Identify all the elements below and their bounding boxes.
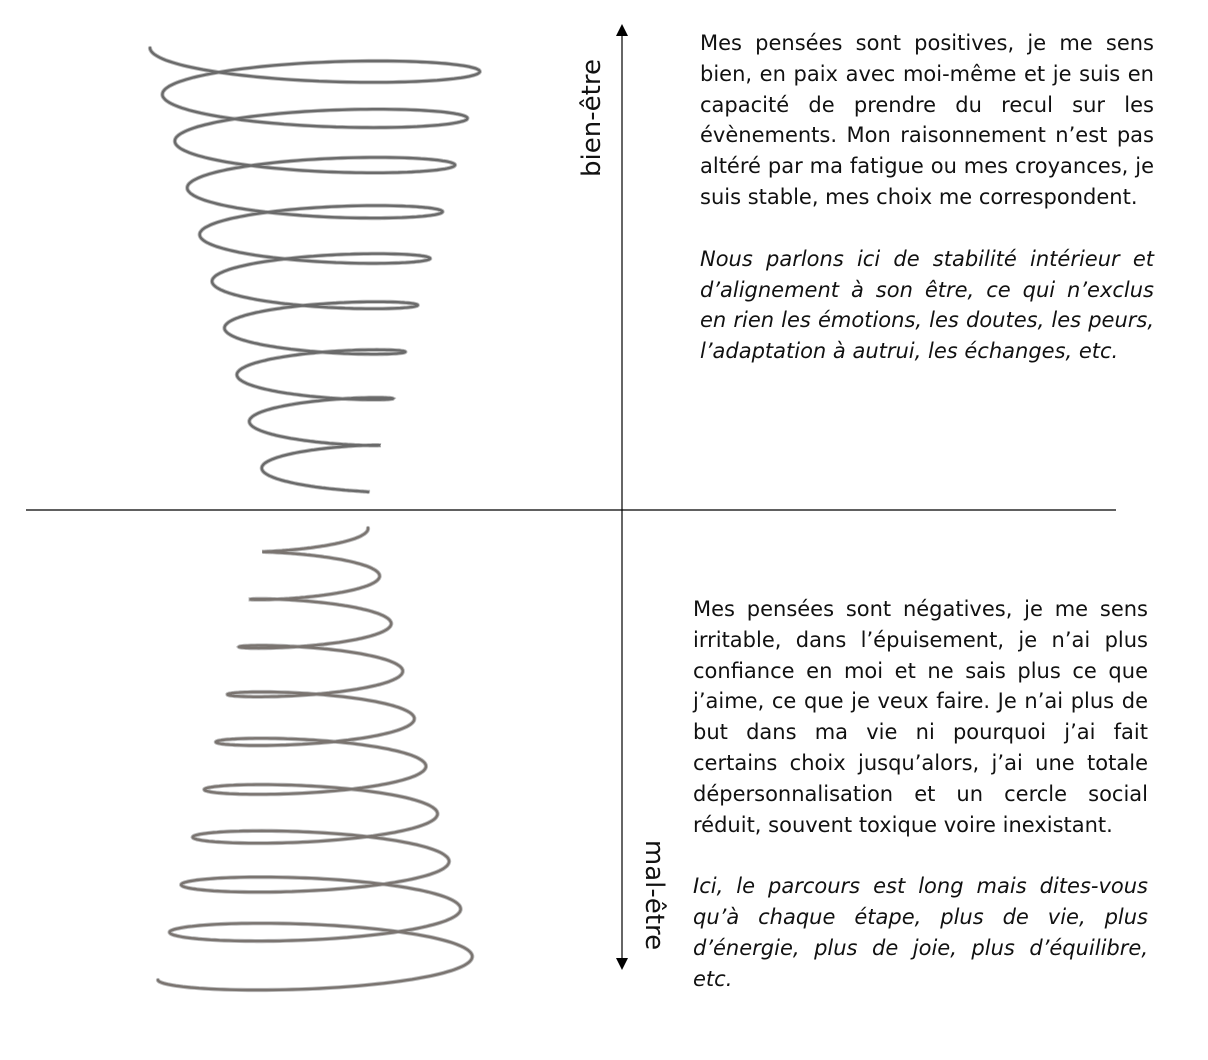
well-being-note: Nous parlons ici de stabilité intérieur et d’alignement à son être, ce qui n’exclus en rien les émotions, les doutes, les peurs, l’adaptation à autrui, les échanges, etc. [700, 246, 1154, 364]
upper-spiral-shadow [150, 48, 480, 492]
ill-being-note: Ici, le parcours est long mais dites-vous qu’à chaque étape, plus de vie, plus d’énergie, plus de joie, plus d’équilibre, etc. [693, 874, 1148, 991]
ill-being-axis-label: mal-être [639, 839, 669, 951]
lower-spiral [158, 528, 472, 990]
ill-being-description [693, 594, 1148, 995]
ill-being-paragraph: Mes pensées sont négatives, je me sens irritable, dans l’épuisement, je n’ai plus confiance en moi et ne sais plus ce que j’aime, ce que je veux faire. Je n’ai plus de but dans ma vie ni pourquoi j’ai fait certains choix jusqu’alors, j’ai une totale dépersonnalisation et un cercle social réduit, souvent toxique voire inexistant. [693, 597, 1148, 837]
well-being-axis-label: bien-être [577, 59, 607, 177]
well-being-paragraph: Mes pensées sont positives, je me sens bien, en paix avec moi-même et je suis en capacité de prendre du recul sur les évènements. Mon raisonnement n’est pas altéré par ma fatigue ou mes croyances, je suis stable, mes choix me correspondent. [700, 31, 1154, 209]
lower-spiral-coil [158, 528, 472, 990]
well-being-description [700, 28, 1154, 367]
upper-spiral [150, 48, 480, 492]
